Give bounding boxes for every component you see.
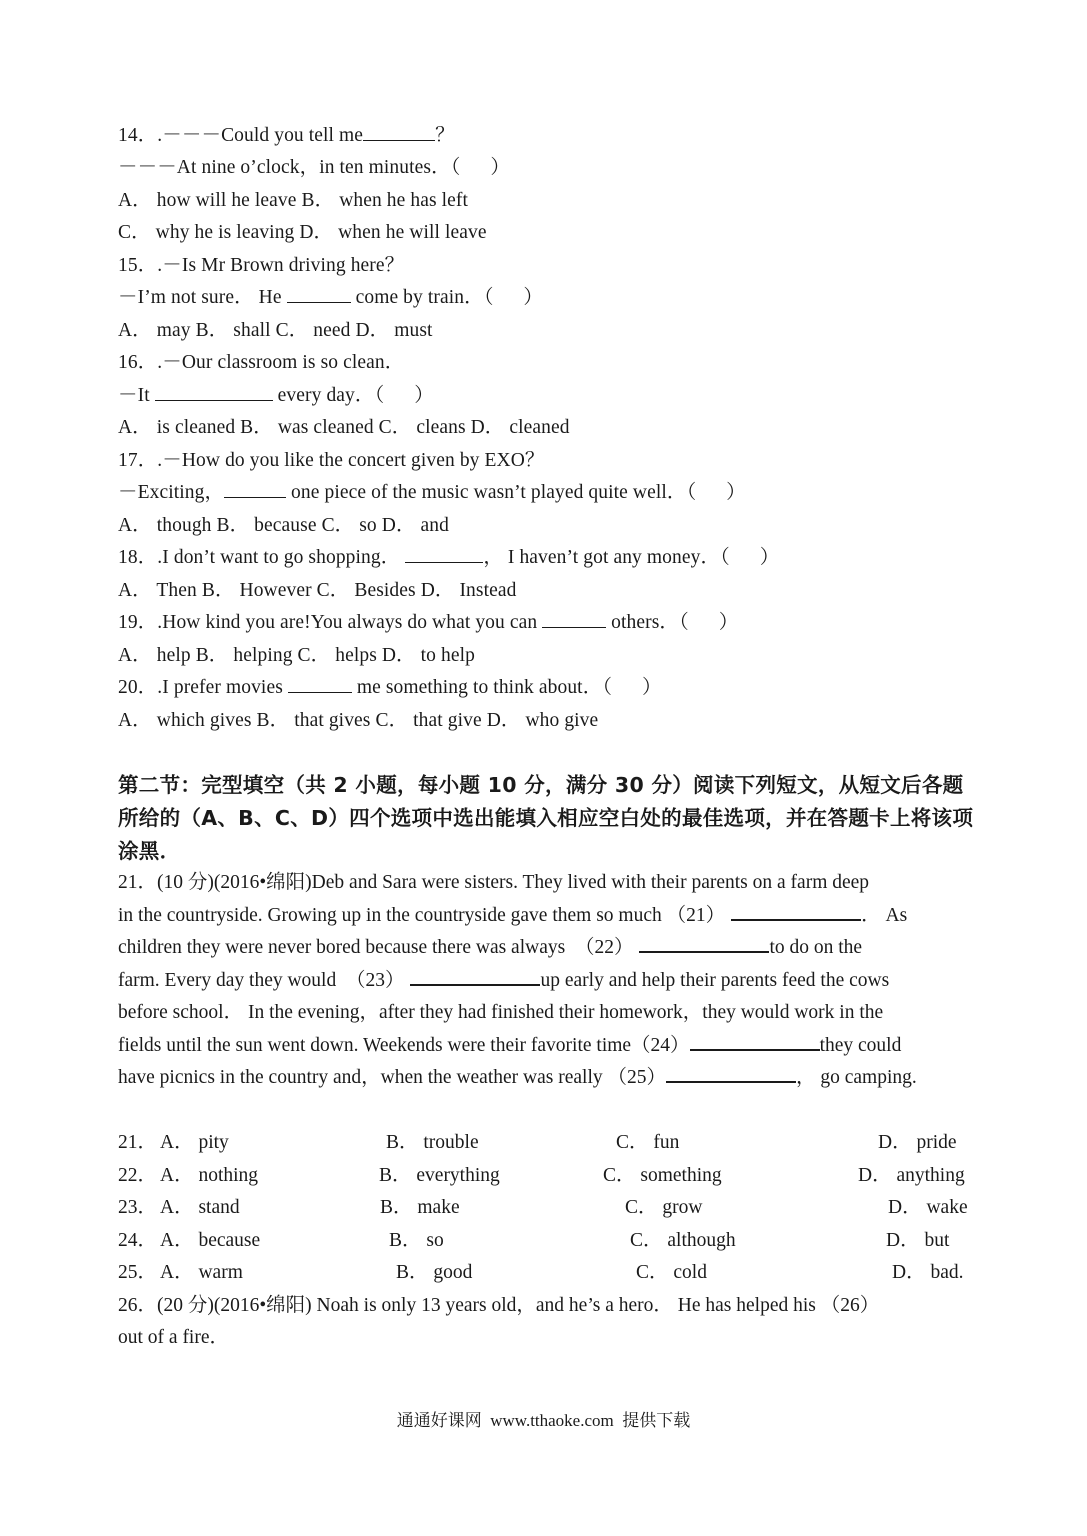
option-d: D． bad.	[892, 1262, 964, 1283]
q14-reply: －－－At nine o’clock，in ten minutes．（ ）	[118, 157, 510, 178]
footer-download-credit: 通通好课网 www.tthaoke.com 提供下载	[396, 1411, 691, 1430]
option-c: C． something	[603, 1165, 722, 1186]
passage21-line-4b: up early and help their parents feed the cows	[540, 970, 890, 991]
passage21-line-7b: ， go camping.	[796, 1067, 917, 1088]
q17-reply	[118, 478, 746, 508]
option-row-22	[118, 1161, 978, 1191]
q17-blank	[224, 479, 286, 498]
q15-reply-a: －I’m not sure． He	[118, 287, 287, 308]
option-row-21	[118, 1128, 978, 1158]
q19-options: A． help B． helping C． helps D． to help	[118, 645, 475, 666]
q15-options: A． may B． shall C． need D． must	[118, 320, 433, 341]
option-a: A． because	[160, 1230, 261, 1251]
option-a: A． pity	[160, 1132, 229, 1153]
option-c: C． although	[630, 1230, 736, 1251]
passage21-line-4	[118, 966, 889, 996]
option-b: B． make	[380, 1197, 460, 1218]
option-number: 24．	[118, 1230, 158, 1251]
option-number: 23．	[118, 1197, 158, 1218]
passage21-line-3b: to do on the	[769, 937, 863, 958]
option-row-25	[118, 1258, 978, 1288]
option-c: C． fun	[616, 1132, 680, 1153]
passage21-line-5: before school． In the evening，after they had finished their homework，they would work in the	[118, 1002, 884, 1023]
passage21-line-7	[118, 1063, 917, 1093]
q14-stem	[118, 121, 455, 151]
blank-23	[410, 966, 540, 986]
blank-24	[690, 1031, 820, 1051]
passage21-line-3	[118, 933, 862, 963]
q16-options: A． is cleaned B． was cleaned C． cleans D． cleaned	[118, 417, 570, 438]
q16-reply-a: －It	[118, 385, 155, 406]
q16-reply	[118, 381, 434, 411]
option-d: D． pride	[878, 1132, 957, 1153]
passage21-line-2b: ． As	[861, 905, 908, 926]
option-a: A． stand	[160, 1197, 240, 1218]
blank-21	[731, 901, 861, 921]
option-row-23	[118, 1193, 978, 1223]
q20-blank	[288, 674, 352, 693]
option-c: C． cold	[636, 1262, 707, 1283]
option-b: B． everything	[379, 1165, 500, 1186]
q17-stem: 17．.－How do you like the concert given by EXO？	[118, 450, 545, 471]
passage21-line-4a: farm. Every day they would （23）	[118, 970, 405, 991]
q17-reply-b: one piece of the music wasn’t played quite well．（ ）	[286, 482, 746, 503]
q16-reply-b: every day．（ ）	[272, 385, 434, 406]
option-number: 21．	[118, 1132, 158, 1153]
option-d: D． wake	[888, 1197, 968, 1218]
option-row-24	[118, 1226, 978, 1256]
q18-stem-b: ， I haven’t got any money．（ ）	[483, 547, 780, 568]
option-c: C． grow	[625, 1197, 703, 1218]
option-number: 22．	[118, 1165, 158, 1186]
passage21-line-2a: in the countryside. Growing up in the countryside gave them so much （21）	[118, 905, 726, 926]
q15-reply	[118, 283, 543, 313]
option-b: B． good	[396, 1262, 473, 1283]
passage21-line-6b: they could	[819, 1035, 902, 1056]
q14-options-2: C． why he is leaving D． when he will leave	[118, 222, 487, 243]
passage26-line-2: out of a fire．	[118, 1327, 230, 1348]
q14-options-1: A． how will he leave B． when he has left	[118, 190, 469, 211]
q17-options: A． though B． because C． so D． and	[118, 515, 449, 536]
section-2-heading: 第二节：完型填空（共 2 小题，每小题 10 分，满分 30 分）阅读下列短文，从短文后各题所给的（A、B、C、D）四个选项中选出能填入相应空白处的最佳选项，并在答题卡上将该项涂黑．	[118, 773, 974, 863]
passage21-line-7a: have picnics in the country and，when the weather was really （25）	[118, 1067, 666, 1088]
option-a: A． nothing	[160, 1165, 259, 1186]
q18-stem-a: 18．.I don’t want to go shopping．	[118, 547, 406, 568]
option-b: B． trouble	[386, 1132, 479, 1153]
q16-stem: 16．.－Our classroom is so clean．	[118, 352, 405, 373]
blank-25	[666, 1063, 796, 1083]
blank-22	[639, 933, 769, 953]
q17-reply-a: －Exciting，	[118, 482, 225, 503]
q16-blank	[155, 382, 273, 401]
q19-blank	[542, 609, 606, 628]
q18-options: A． Then B． However C． Besides D． Instead	[118, 580, 517, 601]
q19-stem-b: others．（ ）	[606, 612, 739, 633]
q15-blank	[287, 284, 351, 303]
option-a: A． warm	[160, 1262, 243, 1283]
q14-stem-text: 14．.－－－Could you tell me	[118, 125, 364, 146]
q20-stem-a: 20．.I prefer movies	[118, 677, 288, 698]
q19-stem	[118, 608, 738, 638]
q20-options: A． which gives B． that gives C． that give D． who give	[118, 710, 599, 731]
q15-stem: 15．.－Is Mr Brown driving here？	[118, 255, 405, 276]
q19-stem-a: 19．.How kind you are!You always do what you can	[118, 612, 543, 633]
passage26-line-1: 26．(20 分)(2016•绵阳) Noah is only 13 years old，and he’s a hero． He has helped his （26）	[118, 1295, 880, 1316]
passage21-line-2	[118, 901, 907, 931]
q14-end: ？	[435, 125, 455, 146]
option-d: D． anything	[858, 1165, 965, 1186]
option-b: B． so	[389, 1230, 444, 1251]
option-number: 25．	[118, 1262, 158, 1283]
q15-reply-b: come by train．（ ）	[350, 287, 543, 308]
q14-blank	[363, 122, 435, 141]
passage21-line-6a: fields until the sun went down. Weekends were their favorite time（24）	[118, 1035, 690, 1056]
q18-stem	[118, 543, 779, 573]
q20-stem-b: me something to think about．（ ）	[351, 677, 662, 698]
q18-blank	[405, 544, 483, 563]
option-d: D． but	[886, 1230, 950, 1251]
passage21-line-1: 21．(10 分)(2016•绵阳)Deb and Sara were sisters. They lived with their parents on a farm deep	[118, 872, 870, 893]
q20-stem	[118, 673, 662, 703]
passage21-line-6	[118, 1031, 901, 1061]
passage21-line-3a: children they were never bored because there was always （22）	[118, 937, 634, 958]
